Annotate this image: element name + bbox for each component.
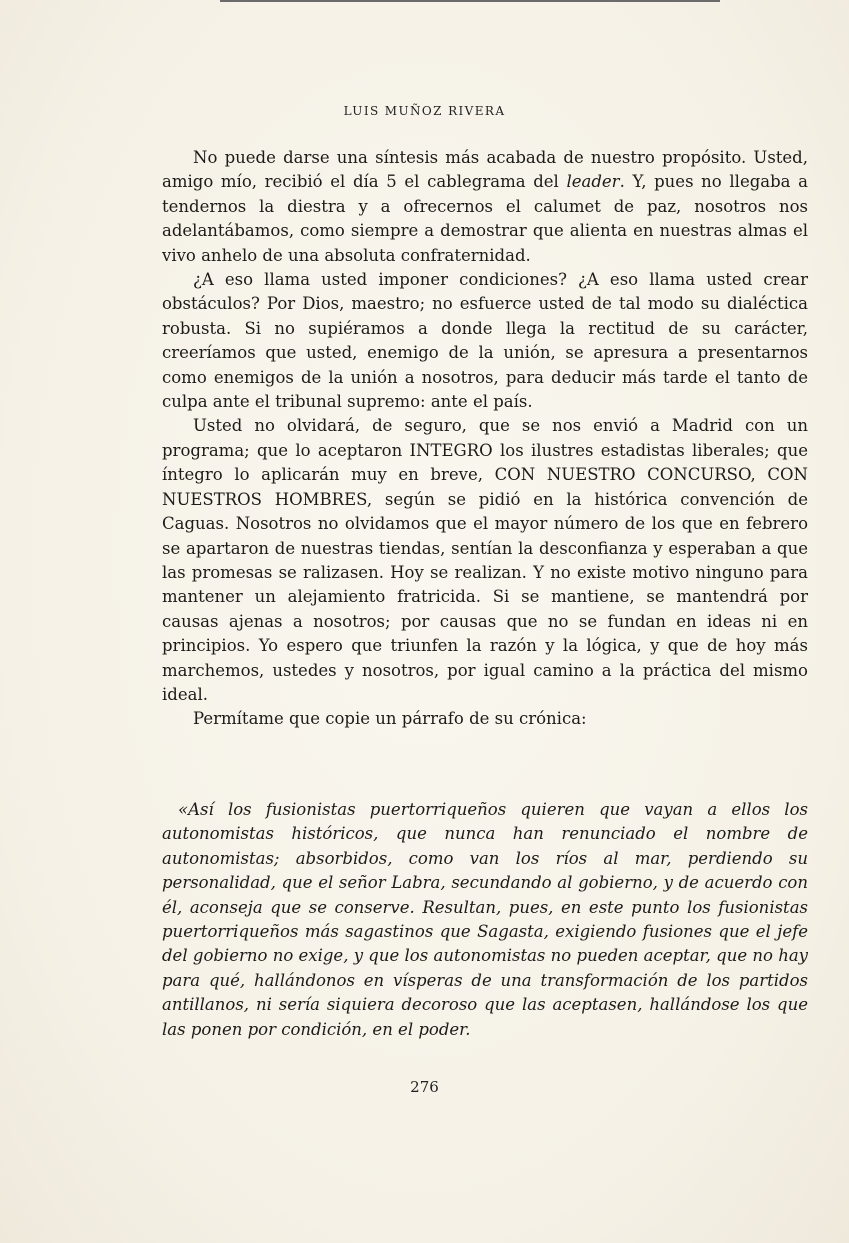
- paragraph-1-part-b: . Y, pues no llegaba a tendernos la diestra y a ofrecernos el calumet de paz, nosotros nos adelantábamos, como siempre a demostrar que alienta en nuestras almas el vivo anhelo de una absoluta confraternidad.: [162, 172, 808, 265]
- paragraph-4: Permítame que copie un párrafo de su crónica:: [193, 709, 587, 729]
- paragraph-2: ¿A eso llama usted imponer condiciones? ¿A eso llama usted crear obstáculos? Por Dios, maestro; no esfuerce usted de tal modo su dialéctica robusta. Si no supiéramos a donde llega la rectitud de su carácter, creeríamos que usted, enemigo de la unión, se apresura a presentarnos como enemigos de la unión a nosotros, para deducir más tarde el tanto de culpa ante el tribunal supremo: ante el país.: [162, 270, 808, 412]
- italic-word-leader: leader: [566, 172, 620, 192]
- page-number: 276: [410, 1078, 439, 1096]
- block-quote: «Así los fusionistas puertorriqueños quieren que vayan a ellos los autonomistas históricos, que nunca han renunciado el nombre de autonomistas; absorbidos, como van los ríos al mar, perdiendo su personalidad, que el señor Labra, secundando al gobierno, y de acuerdo con él, aconseja que se conserve. Resultan, pues, en este punto los fusionistas puertorriqueños más sagastinos que Sagasta, exigiendo fusiones que el jefe del gobierno no exige, y que los autonomistas no pueden aceptar, que no hay para qué, hallándonos en vísperas de una transformación de los partidos antillanos, ni sería siquiera decoroso que las aceptasen, hallándose los que las ponen por condición, en el poder.: [162, 800, 808, 1039]
- paragraph-1-part-a: No puede darse una síntesis más acabada de nuestro propósito. Usted, amigo mío, recibió el día 5 el cablegrama del: [162, 148, 808, 192]
- paragraph-1: [162, 146, 808, 268]
- paragraph-3: Usted no olvidará, de seguro, que se nos envió a Madrid con un programa; que lo aceptaron INTEGRO los ilustres estadistas liberales; que íntegro lo aplicarán muy en breve, CON NUESTRO CONCURSO, CON NUESTROS HOMBRES, según se pidió en la histórica convención de Caguas. Nosotros no olvidamos que el mayor número de los que en febrero se apartaron de nuestras tiendas, sentían la desconfianza y esperaban a que las promesas se ralizasen. Hoy se realizan. Y no existe motivo ninguno para mantener un alejamiento fratricida. Si se mantiene, se mantendrá por causas ajenas a nosotros; por causas que no se fundan en ideas ni en principios. Yo espero que triunfen la razón y la lógica, y que de hoy más marchemos, ustedes y nosotros, por igual camino a la práctica del mismo ideal.: [162, 416, 808, 704]
- top-edge-rule: [220, 0, 720, 2]
- running-head: LUIS MUÑOZ RIVERA: [343, 104, 506, 118]
- body-text: [162, 146, 808, 732]
